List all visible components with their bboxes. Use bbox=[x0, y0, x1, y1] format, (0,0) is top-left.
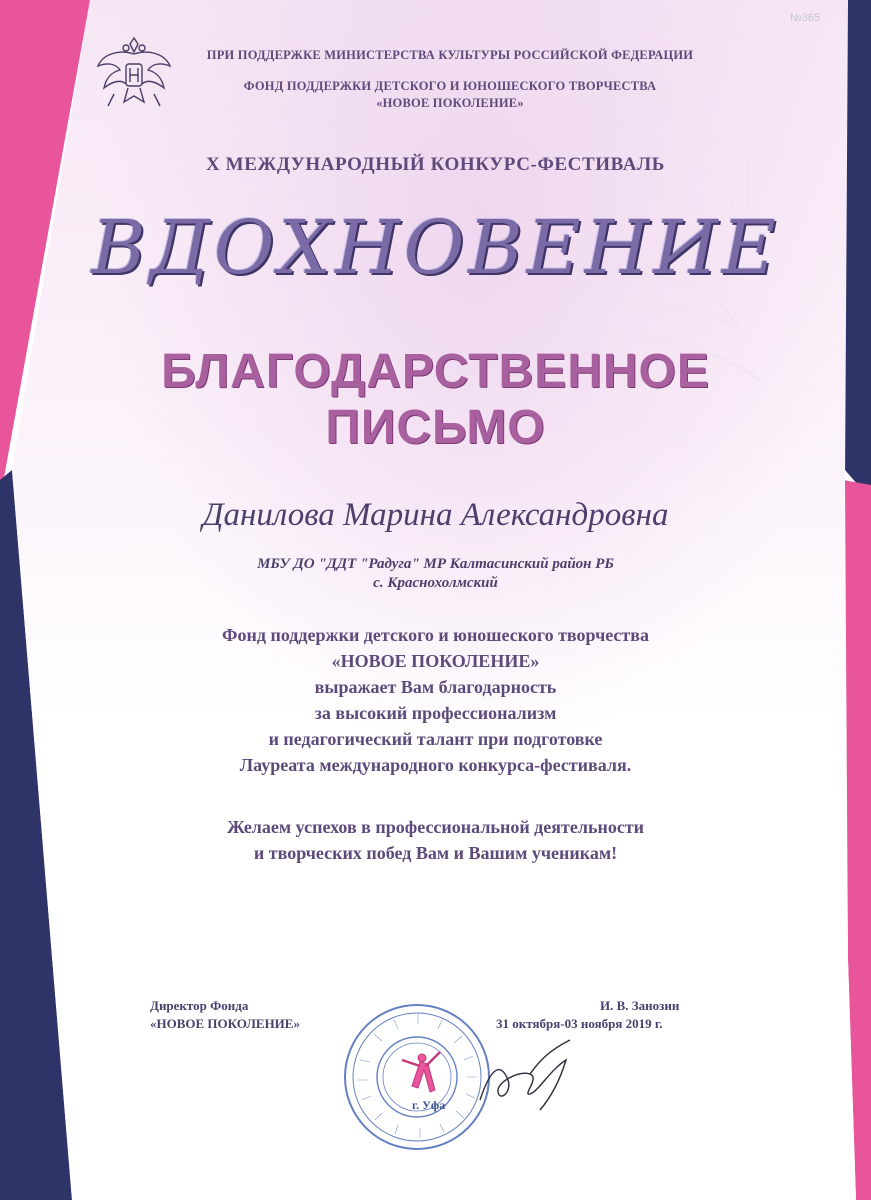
body-line-3: выражает Вам благодарность bbox=[314, 677, 557, 697]
body-line-2: «НОВОЕ ПОКОЛЕНИЕ» bbox=[331, 651, 540, 671]
recipient-name: Данилова Марина Александровна bbox=[202, 497, 669, 533]
header-fund-brand: «НОВОЕ ПОКОЛЕНИЕ» bbox=[376, 96, 524, 110]
document-title-line1: БЛАГОДАРСТВЕННОЕ bbox=[161, 345, 710, 398]
signer-name: И. В. Занозин bbox=[600, 998, 680, 1013]
emblem-eagle-icon bbox=[94, 32, 174, 114]
header-fund-name: ФОНД ПОДДЕРЖКИ ДЕТСКОГО И ЮНОШЕСКОГО ТВОРЧЕСТВА bbox=[243, 79, 657, 93]
director-title: Директор Фонда bbox=[150, 998, 249, 1013]
header-ministry-support: ПРИ ПОДДЕРЖКЕ МИНИСТЕРСТВА КУЛЬТУРЫ РОССИЙСКОЙ ФЕДЕРАЦИИ bbox=[206, 48, 694, 62]
document-title-line2: ПИСЬМО bbox=[325, 401, 546, 454]
organization-line1: МБУ ДО "ДДТ "Радуга" МР Калтасинский район РБ bbox=[257, 556, 614, 572]
festival-name: Х МЕЖДУНАРОДНЫЙ КОНКУРС-ФЕСТИВАЛЬ bbox=[206, 154, 665, 175]
director-org: «НОВОЕ ПОКОЛЕНИЕ» bbox=[150, 1016, 300, 1031]
event-dates: 31 октября-03 ноября 2019 г. bbox=[496, 1016, 663, 1031]
body-line-6: Лауреата международного конкурса-фестиваля. bbox=[239, 755, 632, 775]
stamp-dancer-icon bbox=[402, 1052, 440, 1092]
body-line-5: и педагогический талант при подготовке bbox=[268, 729, 603, 749]
body-line-1: Фонд поддержки детского и юношеского творчества bbox=[222, 625, 649, 645]
wish-line-2: и творческих побед Вам и Вашим ученикам! bbox=[253, 843, 618, 863]
signature bbox=[470, 1030, 580, 1120]
stamp-city: г. Уфа bbox=[412, 1098, 446, 1112]
wish-line-1: Желаем успехов в профессиональной деятельности bbox=[226, 817, 645, 837]
body-line-4: за высокий профессионализм bbox=[314, 703, 557, 723]
brand-title: ВДОХНОВЕНИЕ bbox=[91, 205, 780, 291]
organization-line2: с. Краснохолмский bbox=[373, 575, 498, 591]
document-number: №365 bbox=[790, 12, 821, 24]
